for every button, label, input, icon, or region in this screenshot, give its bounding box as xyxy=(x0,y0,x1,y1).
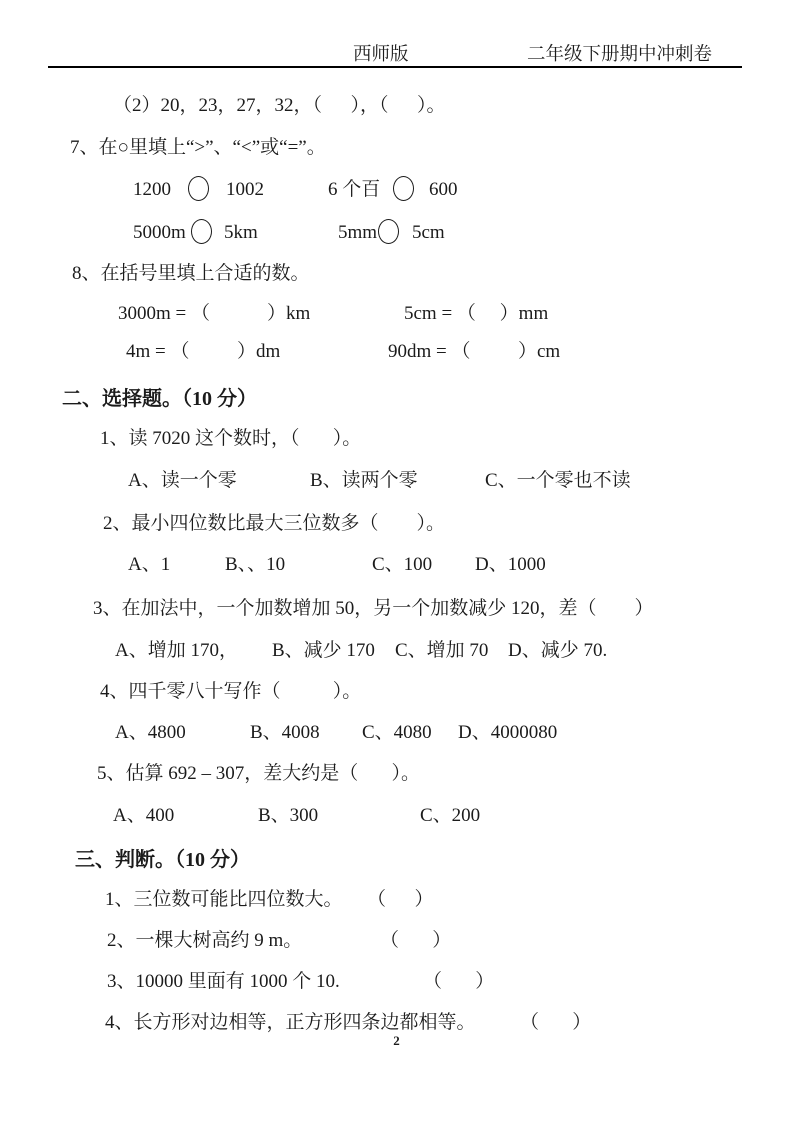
choice-q3-option-a: A、增加 170， xyxy=(115,640,238,661)
q7-stem: 7、在○里填上“>”、“<”或“=”。 xyxy=(70,137,326,158)
choice-q1-option-b: B、读两个零 xyxy=(310,470,418,491)
judge-item-text: 4、长方形对边相等，正方形四条边都相等。 xyxy=(105,1012,476,1033)
judge-item-blank: （ ） xyxy=(380,930,452,951)
choice-q5-option-a: A、400 xyxy=(113,805,175,826)
answer-circle xyxy=(188,176,209,201)
compare-left-value: 5mm xyxy=(338,222,378,243)
edition-label: 西师版 xyxy=(353,45,409,65)
choice-q4-option-c: C、4080 xyxy=(362,722,432,743)
choice-q3-stem: 3、在加法中，一个加数增加 50，另一个加数减少 120，差（ ） xyxy=(93,598,654,619)
choice-q3-option-c: C、增加 70 xyxy=(395,640,489,661)
answer-circle xyxy=(378,219,399,244)
compare-right-value: 600 xyxy=(429,179,458,200)
unit-blank-right: 90dm = （ ）cm xyxy=(388,341,561,362)
choice-q1-stem: 1、读 7020 这个数时，（ ）。 xyxy=(100,428,362,449)
judge-item-text: 3、10000 里面有 1000 个 10. xyxy=(107,971,340,992)
fill-item-2: （2）20，23，27，32，（ ），（ ）。 xyxy=(113,95,446,116)
answer-circle xyxy=(191,219,212,244)
choice-q2-option-c: C、100 xyxy=(372,554,433,575)
choice-q1-option-a: A、读一个零 xyxy=(128,470,237,491)
choice-q4-option-b: B、4008 xyxy=(250,722,320,743)
judge-item-text: 2、一棵大树高约 9 m。 xyxy=(107,930,303,951)
choice-q5-option-c: C、200 xyxy=(420,805,481,826)
unit-blank-left: 3000m = （ ）km xyxy=(118,303,311,324)
choice-q2-option-d: D、1000 xyxy=(475,554,546,575)
compare-right-value: 5km xyxy=(224,222,258,243)
compare-left-value: 1200 xyxy=(133,179,171,200)
judge-item-blank: （ ） xyxy=(367,889,434,910)
choice-q4-option-a: A、4800 xyxy=(115,722,186,743)
choice-q2-stem: 2、最小四位数比最大三位数多（ ）。 xyxy=(103,513,446,534)
unit-blank-right: 5cm = （ ）mm xyxy=(404,303,549,324)
q8-stem: 8、在括号里填上合适的数。 xyxy=(72,263,310,284)
choice-q4-option-d: D、4000080 xyxy=(458,722,558,743)
choice-q5-stem: 5、估算 692 – 307，差大约是（ ）。 xyxy=(97,763,421,784)
choice-q4-stem: 4、四千零八十写作（ ）。 xyxy=(100,681,362,702)
page-number: 2 xyxy=(393,1033,400,1048)
compare-left-value: 5000m xyxy=(133,222,186,243)
judge-item-text: 1、三位数可能比四位数大。 xyxy=(105,889,343,910)
choice-q2-option-b: B、、10 xyxy=(225,554,286,575)
choice-q2-option-a: A、1 xyxy=(128,554,171,575)
compare-right-value: 1002 xyxy=(226,179,264,200)
compare-left-value: 6 个百 xyxy=(328,179,381,200)
paper-title: 二年级下册期中冲刺卷 xyxy=(527,45,713,65)
answer-circle xyxy=(393,176,414,201)
choice-q1-option-c: C、一个零也不读 xyxy=(485,470,631,491)
choice-section-heading: 二、选择题。（10 分） xyxy=(62,388,257,410)
judge-section-heading: 三、判断。（10 分） xyxy=(75,849,250,871)
compare-right-value: 5cm xyxy=(412,222,445,243)
header-rule xyxy=(48,66,742,68)
unit-blank-left: 4m = （ ）dm xyxy=(126,341,281,362)
judge-item-blank: （ ） xyxy=(423,971,495,992)
choice-q3-option-b: B、减少 170 xyxy=(272,640,375,661)
choice-q3-option-d: D、减少 70. xyxy=(508,640,608,661)
choice-q5-option-b: B、300 xyxy=(258,805,319,826)
judge-item-blank: （ ） xyxy=(520,1012,592,1033)
